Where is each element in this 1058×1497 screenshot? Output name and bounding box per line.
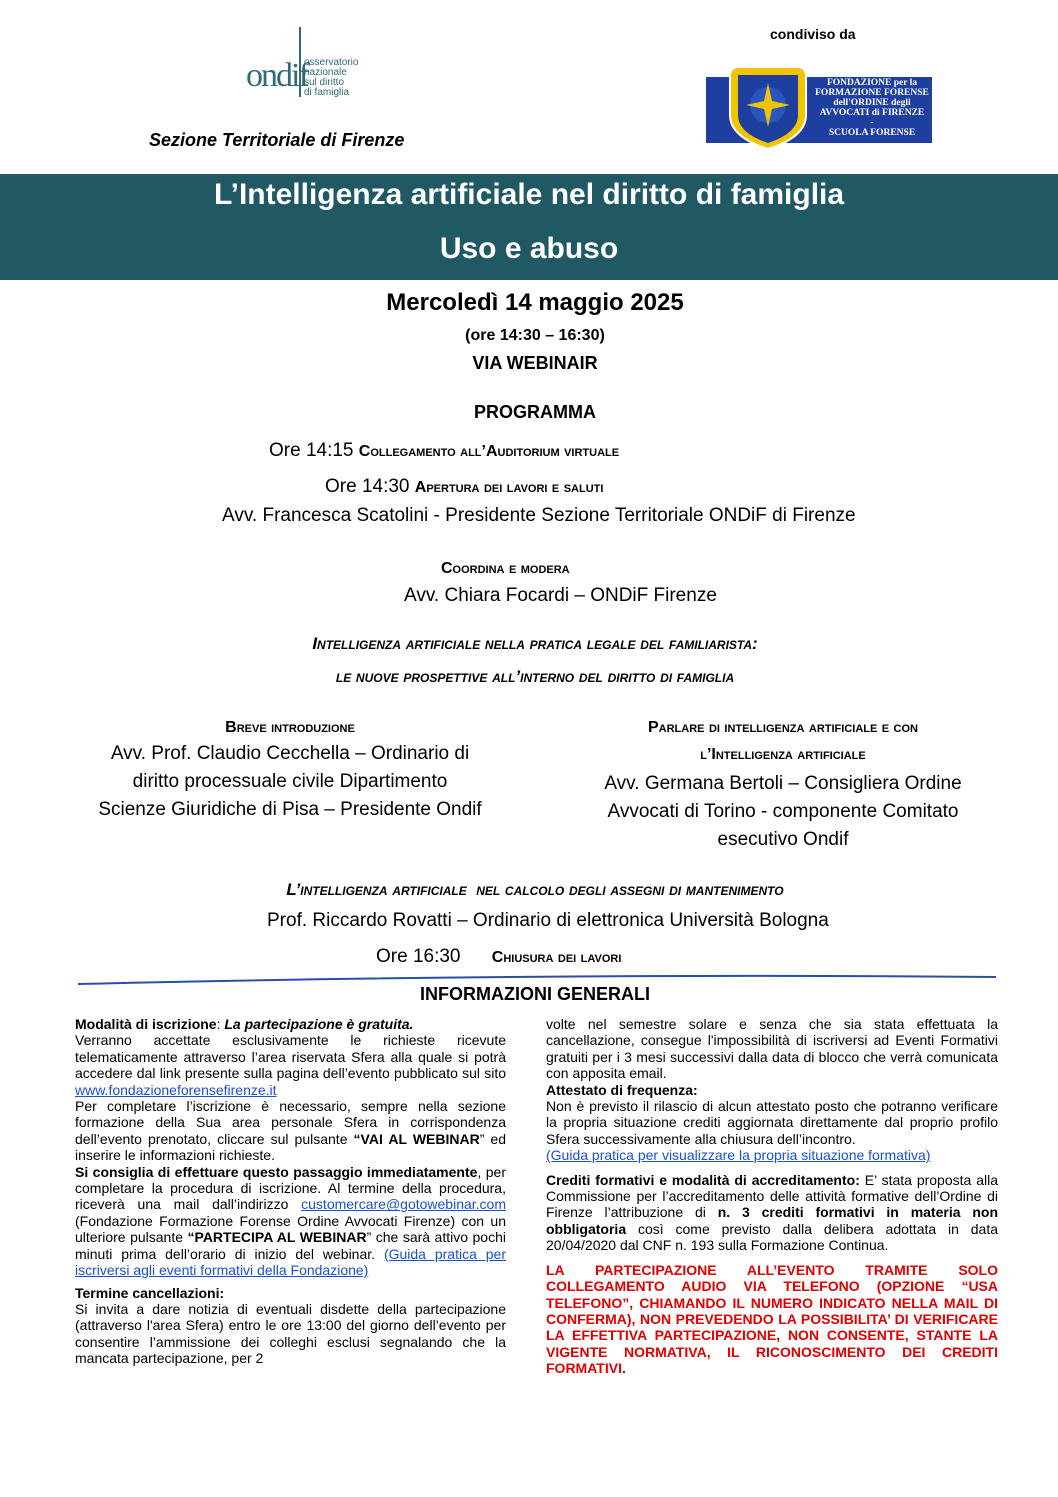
shared-by-label: condiviso da — [770, 26, 856, 42]
registration-text: , per completare la procedura di iscrizione. Al termine della procedura, riceverà una mail dall’indirizzo — [75, 1163, 506, 1213]
program-label: Apertura dei lavori e saluti — [414, 479, 604, 496]
speaker-line: Avv. Francesca Scatolini - Presidente Sezione Territoriale ONDiF di Firenze — [222, 505, 856, 526]
topic-subtitle: le nuove prospettive all’interno del diritto di famiglia — [335, 667, 735, 686]
credits-text: E’ stata proposta alla Commissione per l’accreditamento delle attività formative dell’Ordine di Firenze l’attribuzione di — [546, 1171, 998, 1221]
registration-text: Verranno accettate esclusivamente le richieste ricevute telematicamente attraverso l’area riservata Sfera alla quale si potrà accedere dal link presente sulla pagina dell’evento pubblicato sul sito — [75, 1032, 506, 1082]
badge-line: - — [870, 118, 874, 128]
event-mode: VIA WEBINAIR — [472, 353, 598, 373]
badge-line: SCUOLA FORENSE — [828, 128, 916, 138]
topic-title: L’intelligenza artificiale nel calcolo degli assegni di mantenimento — [286, 880, 784, 899]
credits-amount: n. 3 crediti formativi in materia non obbligatoria — [546, 1204, 998, 1237]
registration-label: Modalità di iscrizione — [75, 1016, 217, 1032]
support-email-link[interactable]: customercare@gotowebinar.com — [301, 1196, 506, 1213]
registration-colon: : — [216, 1016, 225, 1032]
event-time: (ore 14:30 – 16:30) — [465, 327, 605, 344]
speaker-line: Avvocati di Torino - componente Comitato — [607, 801, 959, 822]
registration-advice: Si consiglia di effettuare questo passaggio immediatamente — [75, 1163, 478, 1180]
event-subtitle: Uso e abuso — [439, 232, 619, 265]
logo-caption — [304, 58, 358, 98]
section-name: Sezione Territoriale di Firenze — [149, 130, 405, 150]
registration-guide-link[interactable]: (Guida pratica per iscriversi agli eventi formativi della Fondazione) — [75, 1245, 506, 1279]
registration-text: ” che sarà attivo pochi minuti prima dell’orario di inizio del webinar. — [75, 1229, 506, 1262]
badge-line: AVVOCATI di FIRENZE — [819, 108, 925, 118]
logo-line: nazionale — [304, 67, 347, 78]
cancellation-text: Si invita a dare notizia di eventuali disdette della partecipazione (attraverso l'area Sfera) entro le ore 13:00 del giorno dell’evento per consentire l’ammissione dei colleghi esclusi segnalando che la mancata partecipazione, per 2 — [75, 1300, 506, 1367]
attendance-label: Attestato di frequenza: — [546, 1081, 698, 1098]
program-item-opening-link — [269, 440, 619, 462]
cancellation-label: Termine cancellazioni: — [75, 1284, 225, 1301]
foundation-logo — [700, 65, 938, 151]
info-heading: INFORMAZIONI GENERALI — [420, 984, 650, 1004]
credits-text: così come previsto dalla delibera adottata in data 20/04/2020 dal CNF n. 193 sulla Formazione Continua. — [546, 1220, 998, 1254]
talk-heading: l’Intelligenza artificiale — [700, 746, 866, 763]
credits-label: Crediti formativi e modalità di accreditamento: — [546, 1171, 860, 1188]
cancellation-text-continued: volte nel semestre solare e senza che sia stata effettuata la cancellazione, consegue l'impossibilità di iscriversi ad Eventi Formativi gratuiti per i 3 mesi successivi dalla data di blocco che verrà comunicata con apposita email. — [546, 1016, 998, 1082]
program-time: Ore 14:30 — [325, 476, 410, 497]
speaker-line: Avv. Prof. Claudio Cecchella – Ordinario di — [110, 743, 470, 764]
talk-left — [60, 716, 520, 824]
registration-text: (Fondazione Formazione Forense Ordine Avvocati Firenze) con un ulteriore pulsante — [75, 1212, 506, 1246]
badge-line: FONDAZIONE per la — [826, 78, 918, 88]
badge-line: FORMAZIONE FORENSE — [815, 88, 929, 98]
event-title: L’Intelligenza artificiale nel diritto di famiglia — [213, 178, 845, 211]
speaker-line: esecutivo Ondif — [717, 829, 849, 850]
info-left-column — [75, 1016, 506, 1367]
title-banner — [0, 174, 1058, 280]
program-item-closing — [376, 946, 621, 968]
talk-heading: Parlare di intelligenza artificiale e con — [648, 719, 918, 736]
program-time: Ore 14:15 — [269, 440, 354, 461]
program-item-opening — [325, 476, 603, 498]
logo-line: di famiglia — [304, 87, 350, 98]
phone-warning: LA PARTECIPAZIONE ALL’EVENTO TRAMITE SOLO COLLEGAMENTO AUDIO VIA TELEFONO (OPZIONE “USA TELEFONO”, CHIAMANDO IL NUMERO INDICATO NELLA MAIL DI CONFERMA), NON PREVEDENDO LA POSSIBILITA’ DI VERIFICARE LA EFFETTIVA PARTECIPAZIONE, NON CONSENTE, STANTE LA VIGENTE NORMATIVA, IL RICONOSCIMENTO DEI CREDITI FORMATIVI. — [546, 1261, 998, 1377]
event-date: Mercoledì 14 maggio 2025 — [386, 289, 684, 316]
talk-heading: Breve introduzione — [225, 719, 355, 736]
talk-right — [553, 716, 1013, 854]
logo-word: ondif — [246, 57, 308, 94]
coord-label: Coordina e modera — [441, 560, 570, 577]
program-label: Collegamento all’Auditorium virtuale — [358, 443, 620, 460]
logo-line: osservatorio — [304, 57, 359, 68]
info-right-column — [546, 1016, 998, 1377]
speaker-line: Avv. Germana Bertoli – Consigliera Ordine — [604, 773, 962, 794]
speaker-line: diritto processuale civile Dipartimento — [132, 771, 448, 792]
participate-button-name: “PARTECIPA AL WEBINAR — [187, 1229, 367, 1246]
program-label: Chiusura dei lavori — [491, 949, 622, 966]
badge-line: dell'ORDINE degli — [833, 98, 911, 108]
ondif-logo — [246, 25, 366, 125]
foundation-site-link[interactable]: www.fondazioneforensefirenze.it — [75, 1081, 277, 1098]
registration-free: La partecipazione è gratuita. — [224, 1016, 414, 1032]
foundation-logo-text — [812, 78, 932, 138]
registration-text: ” ed inserire le informazioni richieste. — [75, 1130, 507, 1164]
speaker-line: Scienze Giuridiche di Pisa – Presidente Ondif — [98, 799, 482, 820]
attendance-text: Non è previsto il rilascio di alcun attestato posto che potranno verificare la propria situazione crediti aggiornata direttamente dal proprio profilo Sfera successivamente alla chiusura dell’incontro. — [546, 1098, 998, 1147]
speaker-line: Prof. Riccardo Rovatti – Ordinario di elettronica Università Bologna — [267, 910, 829, 931]
speaker-line: Avv. Chiara Focardi – ONDiF Firenze — [404, 585, 717, 606]
program-heading: PROGRAMMA — [474, 402, 596, 422]
logo-line: sul diritto — [304, 77, 345, 88]
topic-title: Intelligenza artificiale nella pratica legale del familiarista: — [312, 634, 758, 653]
join-button-name: “VAI AL WEBINAR — [353, 1130, 480, 1147]
registration-text: Per completare l’iscrizione è necessario, sempre nella sezione formazione della Sua area personale Sfera in corrispondenza dell’evento prenotato, cliccare sul pulsante — [75, 1098, 506, 1147]
credits-guide-link[interactable]: (Guida pratica per visualizzare la propria situazione formativa) — [546, 1147, 931, 1164]
program-time: Ore 16:30 — [376, 946, 461, 967]
